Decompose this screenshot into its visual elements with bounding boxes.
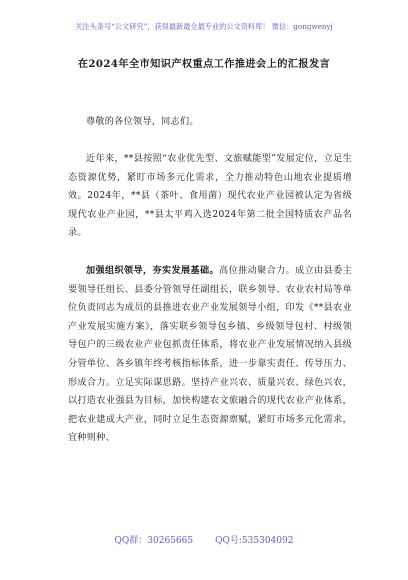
document-title: 在2024年全市知识产权重点工作推进会上的汇报发言 xyxy=(77,58,331,70)
paragraph-body: 高位推动聚合力。成立由县委主要领导任组长、县委分管领导任副组长，联乡领导、农业农村局等单位负责同志为成员的县推进农业产业发展领导小组，印发《**县农业产业发展实施方案》，落实联乡领导包乡镇、乡级领导包村、村级领导包户的三级农业产业包抓责任体系，将农业产业发展情况纳入县级分管单位、各乡镇年终考核指标体系，进一步靠实责任、传导压力、形成合力。立足实际谋思路。坚持产业兴农、质量兴农、绿色兴农，以打造农业强县为目标，加快构建农文旅融合的现代农业产业体系，把农业建成大产业，同时立足生态资源禀赋，紧盯市场多元化需求，宜种则种、 xyxy=(68,266,353,444)
paragraph-lead-heading: 加强组织领导，夯实发展基础。 xyxy=(86,265,220,276)
footer-contact xyxy=(0,533,408,546)
paragraph-organization xyxy=(68,262,352,448)
footer-qq-number: QQ号:535304092 xyxy=(215,536,294,546)
salutation: 尊敬的各位领导，同志们。 xyxy=(86,117,199,127)
header-promo-note: 关注头条号“公文研究”，获得最新最全最专业的公文资料库！ 微信：gongwenyj xyxy=(75,22,333,31)
footer-qq-group: QQ群：30265665 xyxy=(114,536,194,546)
paragraph-intro: 近年来，**县按照“农业优先型、文旅赋能型”发展定位，立足生态资源优势，紧盯市场多元化需求，全力推动特色山地农业提质增效。2024年，**县（茶叶、食用菌）现代农业产业园被认定为省级现代农业产业园，**县太平鸡入选2024年第二批全国特质农产品名录。 xyxy=(68,154,352,239)
